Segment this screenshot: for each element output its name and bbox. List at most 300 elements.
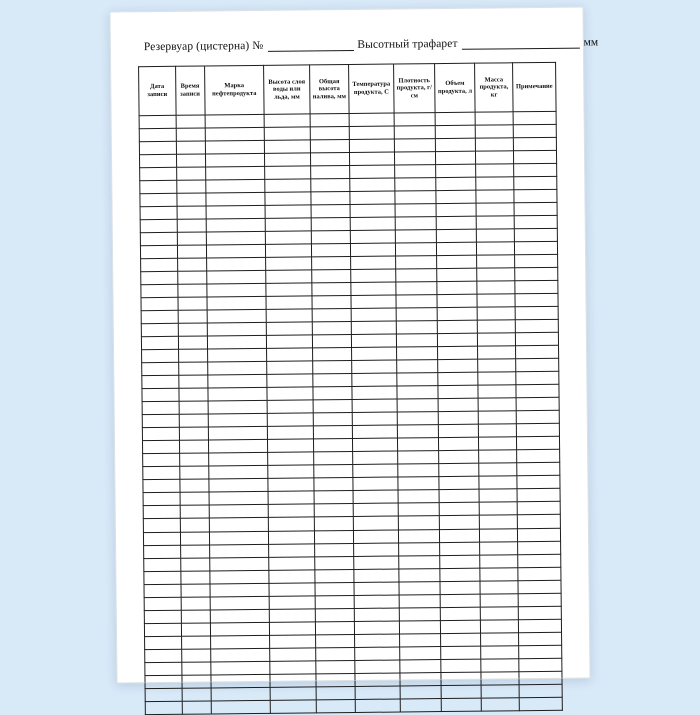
table-cell[interactable] [140,167,177,180]
table-cell[interactable] [513,124,556,137]
table-cell[interactable] [440,568,480,581]
table-cell[interactable] [269,530,315,543]
table-cell[interactable] [478,385,516,398]
table-cell[interactable] [142,389,179,402]
table-cell[interactable] [206,192,266,206]
table-cell[interactable] [269,517,315,530]
table-cell[interactable] [519,671,562,684]
table-cell[interactable] [438,412,478,425]
table-cell[interactable] [266,257,312,270]
table-cell[interactable] [269,543,315,556]
table-cell[interactable] [517,476,560,489]
table-cell[interactable] [353,438,398,451]
table-cell[interactable] [209,531,269,545]
table-cell[interactable] [207,310,267,324]
table-cell[interactable] [353,464,398,477]
table-cell[interactable] [181,649,210,662]
table-cell[interactable] [481,606,519,619]
table-cell[interactable] [264,127,310,140]
table-cell[interactable] [353,477,398,490]
table-cell[interactable] [396,282,437,295]
table-cell[interactable] [436,190,476,203]
table-cell[interactable] [143,506,180,519]
table-cell[interactable] [394,113,435,126]
table-cell[interactable] [435,112,475,125]
table-cell[interactable] [351,308,396,321]
table-cell[interactable] [179,414,208,427]
table-cell[interactable] [181,623,210,636]
table-cell[interactable] [206,219,266,233]
table-cell[interactable] [265,140,311,153]
table-cell[interactable] [144,558,181,571]
table-cell[interactable] [315,621,355,634]
table-cell[interactable] [265,192,311,205]
table-cell[interactable] [477,281,515,294]
table-cell[interactable] [206,258,266,272]
table-cell[interactable] [270,648,316,661]
table-cell[interactable] [440,581,480,594]
table-cell[interactable] [519,645,562,658]
table-cell[interactable] [205,114,265,128]
table-cell[interactable] [270,635,316,648]
table-cell[interactable] [514,202,557,215]
table-cell[interactable] [519,697,562,710]
table-cell[interactable] [441,685,481,698]
table-cell[interactable] [354,595,399,608]
table-cell[interactable] [481,645,519,658]
table-cell[interactable] [311,179,351,192]
table-cell[interactable] [514,163,557,176]
table-cell[interactable] [209,518,269,532]
table-cell[interactable] [436,164,476,177]
table-cell[interactable] [397,425,438,438]
table-cell[interactable] [207,375,267,389]
table-cell[interactable] [208,414,268,428]
table-cell[interactable] [265,205,311,218]
table-cell[interactable] [181,571,210,584]
table-cell[interactable] [140,206,177,219]
table-cell[interactable] [477,307,515,320]
table-cell[interactable] [437,268,477,281]
table-cell[interactable] [478,333,516,346]
table-cell[interactable] [480,567,518,580]
table-cell[interactable] [310,166,350,179]
table-cell[interactable] [513,137,556,150]
table-cell[interactable] [310,127,350,140]
table-cell[interactable] [354,582,399,595]
table-cell[interactable] [355,699,400,712]
table-cell[interactable] [139,128,176,141]
table-cell[interactable] [396,321,437,334]
table-cell[interactable] [310,113,350,126]
table-cell[interactable] [519,658,562,671]
table-cell[interactable] [436,177,476,190]
table-cell[interactable] [140,219,177,232]
table-cell[interactable] [399,555,440,568]
table-cell[interactable] [143,532,180,545]
table-cell[interactable] [354,556,399,569]
table-cell[interactable] [478,359,516,372]
table-cell[interactable] [266,309,312,322]
table-cell[interactable] [353,451,398,464]
table-cell[interactable] [519,684,562,697]
table-cell[interactable] [395,243,436,256]
table-cell[interactable] [144,597,181,610]
table-cell[interactable] [141,337,178,350]
table-cell[interactable] [210,635,270,649]
table-cell[interactable] [315,647,355,660]
table-cell[interactable] [140,193,177,206]
table-cell[interactable] [265,179,311,192]
table-cell[interactable] [312,335,352,348]
table-cell[interactable] [269,556,315,569]
table-cell[interactable] [438,425,478,438]
table-cell[interactable] [515,268,558,281]
table-cell[interactable] [439,438,479,451]
table-cell[interactable] [438,346,478,359]
table-cell[interactable] [396,308,437,321]
table-cell[interactable] [176,128,205,141]
table-cell[interactable] [439,516,479,529]
table-cell[interactable] [517,450,560,463]
table-cell[interactable] [479,424,517,437]
table-cell[interactable] [516,385,559,398]
table-cell[interactable] [142,441,179,454]
table-cell[interactable] [482,697,520,710]
table-cell[interactable] [400,659,441,672]
table-cell[interactable] [181,597,210,610]
table-cell[interactable] [140,180,177,193]
table-cell[interactable] [316,699,356,712]
table-cell[interactable] [207,349,267,363]
table-cell[interactable] [142,415,179,428]
table-cell[interactable] [207,362,267,376]
table-cell[interactable] [211,674,271,688]
table-cell[interactable] [145,701,182,714]
table-cell[interactable] [399,633,440,646]
table-cell[interactable] [517,463,560,476]
table-cell[interactable] [394,139,435,152]
table-cell[interactable] [440,542,480,555]
table-cell[interactable] [312,283,352,296]
table-cell[interactable] [353,490,398,503]
table-cell[interactable] [210,609,270,623]
table-cell[interactable] [315,569,355,582]
table-cell[interactable] [354,543,399,556]
table-cell[interactable] [352,373,397,386]
table-cell[interactable] [211,687,271,701]
table-cell[interactable] [265,166,311,179]
table-cell[interactable] [352,334,397,347]
table-cell[interactable] [210,596,270,610]
table-cell[interactable] [396,295,437,308]
table-cell[interactable] [399,607,440,620]
table-cell[interactable] [315,595,355,608]
table-cell[interactable] [315,608,355,621]
table-cell[interactable] [480,528,518,541]
table-cell[interactable] [518,593,561,606]
table-cell[interactable] [314,517,354,530]
table-cell[interactable] [209,492,269,506]
table-cell[interactable] [269,595,315,608]
table-cell[interactable] [479,411,517,424]
table-cell[interactable] [313,452,353,465]
table-cell[interactable] [141,311,178,324]
table-cell[interactable] [395,256,436,269]
table-cell[interactable] [312,309,352,322]
table-cell[interactable] [352,360,397,373]
table-cell[interactable] [178,310,207,323]
table-cell[interactable] [350,152,395,165]
table-cell[interactable] [142,402,179,415]
table-cell[interactable] [437,320,477,333]
table-cell[interactable] [141,271,178,284]
table-cell[interactable] [205,127,265,141]
table-cell[interactable] [210,661,270,675]
table-cell[interactable] [517,528,560,541]
table-cell[interactable] [397,360,438,373]
table-cell[interactable] [265,153,311,166]
table-cell[interactable] [479,437,517,450]
table-cell[interactable] [480,593,518,606]
table-cell[interactable] [177,180,206,193]
table-cell[interactable] [399,620,440,633]
table-cell[interactable] [439,490,479,503]
table-cell[interactable] [180,466,209,479]
table-cell[interactable] [438,372,478,385]
table-cell[interactable] [181,584,210,597]
table-cell[interactable] [210,583,270,597]
table-cell[interactable] [350,217,395,230]
table-cell[interactable] [350,204,395,217]
table-cell[interactable] [435,125,475,138]
table-cell[interactable] [311,231,351,244]
table-cell[interactable] [441,659,481,672]
table-cell[interactable] [208,453,268,467]
table-cell[interactable] [397,386,438,399]
table-cell[interactable] [264,114,310,127]
table-cell[interactable] [353,425,398,438]
table-cell[interactable] [476,138,514,151]
table-cell[interactable] [141,298,178,311]
table-cell[interactable] [314,478,354,491]
table-cell[interactable] [349,126,394,139]
table-cell[interactable] [206,232,266,246]
table-cell[interactable] [144,545,181,558]
table-cell[interactable] [351,243,396,256]
table-cell[interactable] [178,336,207,349]
table-cell[interactable] [481,658,519,671]
table-cell[interactable] [139,115,176,128]
table-cell[interactable] [516,424,559,437]
table-cell[interactable] [311,192,351,205]
table-cell[interactable] [475,112,513,125]
table-cell[interactable] [514,241,557,254]
table-cell[interactable] [179,440,208,453]
table-cell[interactable] [144,571,181,584]
table-cell[interactable] [314,543,354,556]
table-cell[interactable] [310,140,350,153]
table-cell[interactable] [436,203,476,216]
table-cell[interactable] [268,426,314,439]
table-cell[interactable] [311,257,351,270]
table-cell[interactable] [207,297,267,311]
table-cell[interactable] [439,477,479,490]
table-cell[interactable] [177,193,206,206]
table-cell[interactable] [140,245,177,258]
table-cell[interactable] [265,218,311,231]
table-cell[interactable] [267,322,313,335]
table-cell[interactable] [181,610,210,623]
table-cell[interactable] [268,504,314,517]
table-cell[interactable] [516,372,559,385]
table-cell[interactable] [514,215,557,228]
table-cell[interactable] [398,542,439,555]
table-cell[interactable] [476,164,514,177]
table-cell[interactable] [355,621,400,634]
table-cell[interactable] [516,437,559,450]
table-cell[interactable] [313,413,353,426]
table-cell[interactable] [352,386,397,399]
table-cell[interactable] [440,607,480,620]
table-cell[interactable] [270,621,316,634]
table-cell[interactable] [312,361,352,374]
table-cell[interactable] [268,452,314,465]
table-cell[interactable] [352,347,397,360]
table-cell[interactable] [517,489,560,502]
table-cell[interactable] [480,541,518,554]
table-cell[interactable] [205,153,265,167]
table-cell[interactable] [516,359,559,372]
table-cell[interactable] [396,347,437,360]
table-cell[interactable] [314,465,354,478]
table-cell[interactable] [480,580,518,593]
table-cell[interactable] [269,582,315,595]
table-cell[interactable] [479,476,517,489]
table-cell[interactable] [355,647,400,660]
table-cell[interactable] [266,231,312,244]
table-cell[interactable] [477,255,515,268]
table-cell[interactable] [397,451,438,464]
table-cell[interactable] [268,465,314,478]
table-cell[interactable] [178,349,207,362]
table-cell[interactable] [396,269,437,282]
table-cell[interactable] [480,515,518,528]
table-cell[interactable] [205,166,265,180]
table-cell[interactable] [476,203,514,216]
table-cell[interactable] [394,126,435,139]
table-cell[interactable] [179,388,208,401]
table-cell[interactable] [140,232,177,245]
table-cell[interactable] [141,324,178,337]
table-cell[interactable] [351,256,396,269]
table-cell[interactable] [314,530,354,543]
table-cell[interactable] [519,632,562,645]
table-cell[interactable] [206,205,266,219]
table-cell[interactable] [516,346,559,359]
table-cell[interactable] [350,139,395,152]
table-cell[interactable] [400,672,441,685]
table-cell[interactable] [205,179,265,193]
table-cell[interactable] [394,165,435,178]
table-cell[interactable] [177,232,206,245]
table-cell[interactable] [210,648,270,662]
table-cell[interactable] [354,516,399,529]
table-cell[interactable] [480,554,518,567]
table-cell[interactable] [144,610,181,623]
table-cell[interactable] [398,490,439,503]
table-cell[interactable] [354,569,399,582]
table-cell[interactable] [400,646,441,659]
table-cell[interactable] [142,376,179,389]
table-cell[interactable] [266,296,312,309]
table-cell[interactable] [209,544,269,558]
table-cell[interactable] [481,684,519,697]
table-cell[interactable] [143,467,180,480]
table-cell[interactable] [206,271,266,285]
table-cell[interactable] [266,283,312,296]
table-cell[interactable] [441,646,481,659]
table-cell[interactable] [481,632,519,645]
table-cell[interactable] [397,412,438,425]
table-cell[interactable] [179,375,208,388]
table-cell[interactable] [398,503,439,516]
stencil-input-line[interactable] [462,37,580,50]
table-cell[interactable] [395,178,436,191]
table-cell[interactable] [355,660,400,673]
table-cell[interactable] [478,398,516,411]
table-cell[interactable] [206,245,266,259]
table-cell[interactable] [145,636,182,649]
table-cell[interactable] [395,191,436,204]
table-cell[interactable] [176,115,205,128]
table-cell[interactable] [176,167,205,180]
table-cell[interactable] [397,438,438,451]
table-cell[interactable] [142,350,179,363]
table-cell[interactable] [313,387,353,400]
table-cell[interactable] [477,242,515,255]
table-cell[interactable] [439,464,479,477]
table-cell[interactable] [352,412,397,425]
table-cell[interactable] [441,672,481,685]
table-cell[interactable] [312,348,352,361]
table-cell[interactable] [438,359,478,372]
table-cell[interactable] [515,320,558,333]
table-cell[interactable] [180,505,209,518]
table-cell[interactable] [518,541,561,554]
table-cell[interactable] [515,254,558,267]
table-cell[interactable] [270,687,316,700]
table-cell[interactable] [143,493,180,506]
table-cell[interactable] [208,427,268,441]
table-cell[interactable] [267,387,313,400]
table-cell[interactable] [398,516,439,529]
table-cell[interactable] [517,502,560,515]
table-cell[interactable] [518,619,561,632]
table-cell[interactable] [178,271,207,284]
table-cell[interactable] [399,594,440,607]
table-cell[interactable] [316,673,356,686]
table-cell[interactable] [351,321,396,334]
table-cell[interactable] [436,151,476,164]
table-cell[interactable] [478,320,516,333]
table-cell[interactable] [479,463,517,476]
table-cell[interactable] [395,204,436,217]
table-cell[interactable] [145,675,182,688]
table-cell[interactable] [517,515,560,528]
table-cell[interactable] [311,218,351,231]
table-cell[interactable] [518,567,561,580]
